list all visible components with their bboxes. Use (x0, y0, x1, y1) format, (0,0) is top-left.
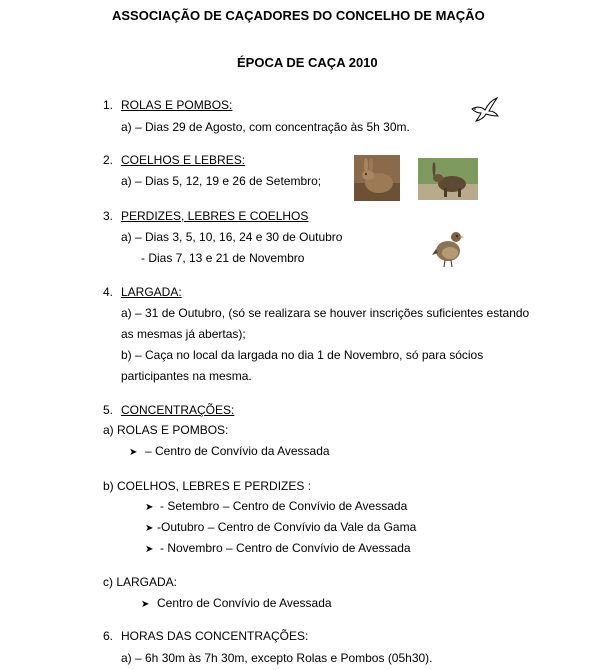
section-3-line-b: - Dias 7, 13 e 21 de Novembro (141, 251, 305, 265)
section-4-line-b-cont: participantes na mesma. (121, 369, 252, 383)
partridge-photo (430, 225, 466, 269)
section-heading-largada: LARGADA: (121, 285, 182, 299)
section-1-line-a: a) – Dias 29 de Agosto, com concentração às 5h 30m. (121, 120, 410, 134)
section-6-line-a: a) – 6h 30m às 7h 30m, excepto Rolas e Pombos (05h30). (121, 651, 433, 665)
subsection-c-item-1: Centro de Convívio de Avessada (157, 596, 332, 610)
section-heading-concentracoes: CONCENTRAÇÕES: (121, 403, 235, 417)
section-number-2: 2. (103, 153, 114, 167)
section-number-4: 4. (103, 285, 114, 299)
association-title: ASSOCIAÇÃO DE CAÇADORES DO CONCELHO DE MAÇÃO (112, 8, 485, 23)
arrow-bullet-icon: ➤ (145, 544, 154, 555)
section-number-6: 6. (103, 629, 114, 643)
subsection-b-label: b) COELHOS, LEBRES E PERDIZES : (103, 479, 312, 493)
section-heading-coelhos-lebres: COELHOS E LEBRES: (121, 153, 246, 167)
subsection-a-item-1: – Centro de Convívio da Avessada (145, 444, 330, 458)
subsection-c-label: c) LARGADA: (103, 575, 178, 589)
section-number-5: 5. (103, 403, 114, 417)
subsection-b-item-1: - Setembro – Centro de Convívio de Avessada (160, 499, 408, 513)
section-2-line-a: a) – Dias 5, 12, 19 e 26 de Setembro; (121, 174, 322, 188)
section-heading-perdizes: PERDIZES, LEBRES E COELHOS (121, 209, 309, 223)
arrow-bullet-icon: ➤ (129, 447, 138, 458)
season-title: ÉPOCA DE CAÇA 2010 (237, 55, 378, 70)
hare-photo (418, 158, 478, 200)
subsection-a-label: a) ROLAS E POMBOS: (103, 423, 229, 437)
section-number-3: 3. (103, 209, 114, 223)
arrow-bullet-icon: ➤ (145, 502, 154, 513)
section-heading-horas: HORAS DAS CONCENTRAÇÕES: (121, 629, 309, 643)
dove-icon (470, 97, 500, 125)
section-4-line-b: b) – Caça no local da largada no dia 1 de Novembro, só para sócios (121, 348, 484, 362)
section-4-line-a-cont: as mesmas já abertas); (121, 327, 246, 341)
section-4-line-a: a) – 31 de Outubro, (só se realizara se houver inscrições suficientes estando (121, 306, 530, 320)
section-3-line-a: a) – Dias 3, 5, 10, 16, 24 e 30 de Outubro (121, 230, 343, 244)
subsection-b-item-2: -Outubro – Centro de Convívio da Vale da Gama (157, 520, 417, 534)
arrow-bullet-icon: ➤ (141, 599, 150, 610)
arrow-bullet-icon: ➤ (145, 523, 154, 534)
subsection-b-item-3: - Novembro – Centro de Convívio de Avessada (160, 541, 411, 555)
rabbit-photo (354, 155, 400, 201)
section-heading-rolas-pombos: ROLAS E POMBOS: (121, 98, 233, 112)
section-number-1: 1. (103, 98, 114, 112)
